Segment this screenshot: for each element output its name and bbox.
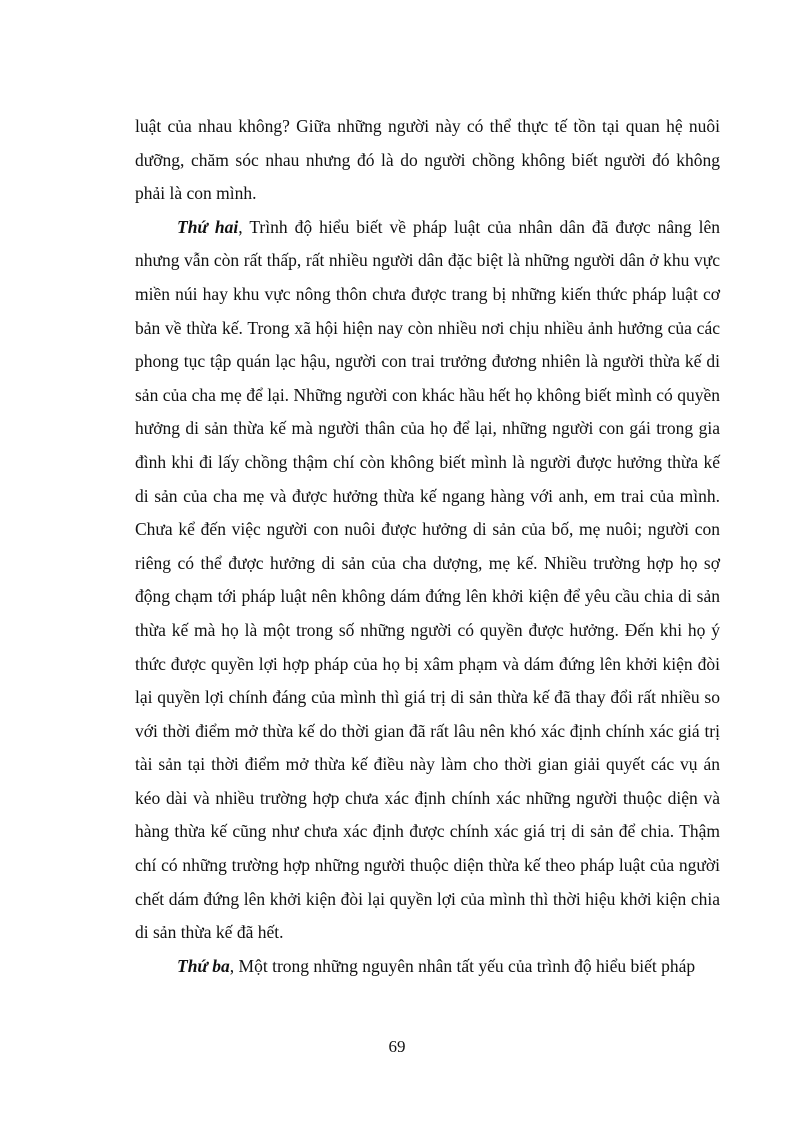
paragraph-text: , Trình độ hiểu biết về pháp luật của nhân dân đã được nâng lên nhưng vẫn còn rất thấp, rất nhiều người dân đặc biệt là những người dân ở khu vực miền núi hay khu vực nông thôn chưa được trang bị những kiến thức pháp luật cơ bản về thừa kế. Trong xã hội hiện nay còn nhiều nơi chịu nhiều ảnh hưởng của các phong tục tập quán lạc hậu, người con trai trưởng đương nhiên là người thừa kế di sản của cha mẹ để lại. Những người con khác hầu hết họ không biết mình có quyền hưởng di sản thừa kế mà người thân của họ để lại, những người con gái trong gia đình khi đi lấy chồng thậm chí còn không biết mình là người được hưởng thừa kế di sản của cha mẹ và được hưởng thừa kế ngang hàng với anh, em trai của mình. Chưa kể đến việc người con nuôi được hưởng di sản của bố, mẹ nuôi; người con riêng có thể được hưởng di sản của cha dượng, mẹ kế. Nhiều trường hợp họ sợ động chạm tới pháp luật nên không dám đứng lên khởi kiện để yêu cầu chia di sản thừa kế mà họ là một trong số những người có quyền được hưởng. Đến khi họ ý thức được quyền lợi hợp pháp của họ bị xâm phạm và dám đứng lên khởi kiện đòi lại quyền lợi chính đáng của mình thì giá trị di sản thừa kế đã thay đổi rất nhiều so với thời điểm mở thừa kế do thời gian đã rất lâu nên khó xác định chính xác giá trị tài sản tại thời điểm mở thừa kế điều này làm cho thời gian giải quyết các vụ án kéo dài và nhiều trường hợp chưa xác định chính xác những người thuộc diện và hàng thừa kế cũng như chưa xác định được chính xác giá trị di sản để chia. Thậm chí có những trường hợp những người thuộc diện thừa kế theo pháp luật của người chết dám đứng lên khởi kiện đòi lại quyền lợi của mình thì thời hiệu khởi kiện chia di sản thừa kế đã hết. (135, 216, 720, 943)
paragraph-text: luật của nhau không? Giữa những người này có thể thực tế tồn tại quan hệ nuôi dưỡng, chăm sóc nhau nhưng đó là do người chồng không biết người đó không phải là con mình. (135, 116, 720, 204)
paragraph-thu-hai (135, 211, 720, 950)
paragraph-lead: Thứ ba (177, 955, 230, 976)
paragraph-continuation (135, 110, 720, 211)
paragraph-text: , Một trong những nguyên nhân tất yếu của trình độ hiểu biết pháp (229, 955, 696, 976)
page-body (135, 110, 720, 983)
paragraph-lead: Thứ hai (177, 216, 239, 237)
page-number: 69 (388, 1037, 406, 1056)
paragraph-thu-ba (135, 950, 720, 984)
